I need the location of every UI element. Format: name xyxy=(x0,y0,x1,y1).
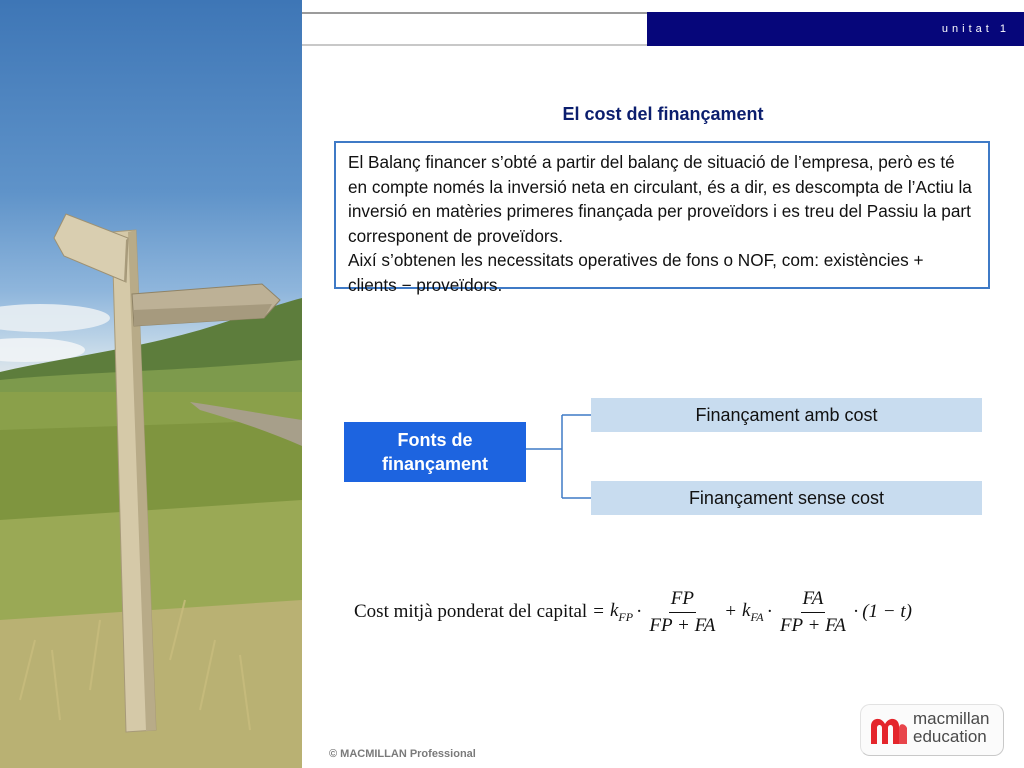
wacc-formula xyxy=(354,582,912,642)
slide-title: El cost del finançament xyxy=(562,104,764,124)
unit-label: unitat 1 xyxy=(941,23,1010,35)
branch-financament-amb-cost: Finançament amb cost xyxy=(591,398,982,432)
root-label-line-1: Fonts de xyxy=(397,430,473,450)
explanation-paragraph-1: El Balanç financer s’obté a partir del balanç de situació de l’empresa, però es té en compte només la inversió neta en circulant, és a dir, es descompta de l’Actiu la inversió en matèries primeres finançada per proveïdors i es treu del Passiu la part corresponent de proveïdors. xyxy=(348,152,972,246)
formula-label: Cost mitjà ponderat del capital xyxy=(354,601,588,622)
formula-tax-term: (1 − t) xyxy=(862,601,912,622)
formula-k-fp: $k_{FP}$ xyxy=(609,599,634,624)
fraction-2-numerator: FA xyxy=(801,588,826,613)
formula-dot-1: · xyxy=(636,601,643,622)
formula-fraction-2 xyxy=(780,588,846,637)
root-label-line-2: finançament xyxy=(381,454,489,474)
macmillan-education-logo xyxy=(860,704,1004,756)
fonts-de-financament-box xyxy=(344,422,526,482)
fraction-1-numerator: FP xyxy=(669,588,696,613)
logo-line-2: education xyxy=(913,727,987,746)
explanation-paragraph-2: Així s’obtenen les necessitats operatives de fons o NOF, com: existències + clients − proveïdors. xyxy=(348,250,924,295)
fraction-1-denominator: FP + FA xyxy=(649,614,716,636)
formula-dot-3: · xyxy=(852,601,860,622)
logo-line-1: macmillan xyxy=(913,709,990,728)
formula-fraction-1 xyxy=(649,588,715,637)
formula-plus: + xyxy=(725,601,737,622)
macmillan-m-icon xyxy=(869,714,909,746)
formula-dot-2: · xyxy=(766,601,773,622)
branch-financament-sense-cost: Finançament sense cost xyxy=(591,481,982,515)
formula-k-fa: $k_{FA}$ xyxy=(742,599,764,624)
formula-equals: = xyxy=(593,601,604,622)
copyright-notice: © MACMILLAN Professional xyxy=(329,748,476,760)
fraction-2-denominator: FP + FA xyxy=(779,614,846,636)
